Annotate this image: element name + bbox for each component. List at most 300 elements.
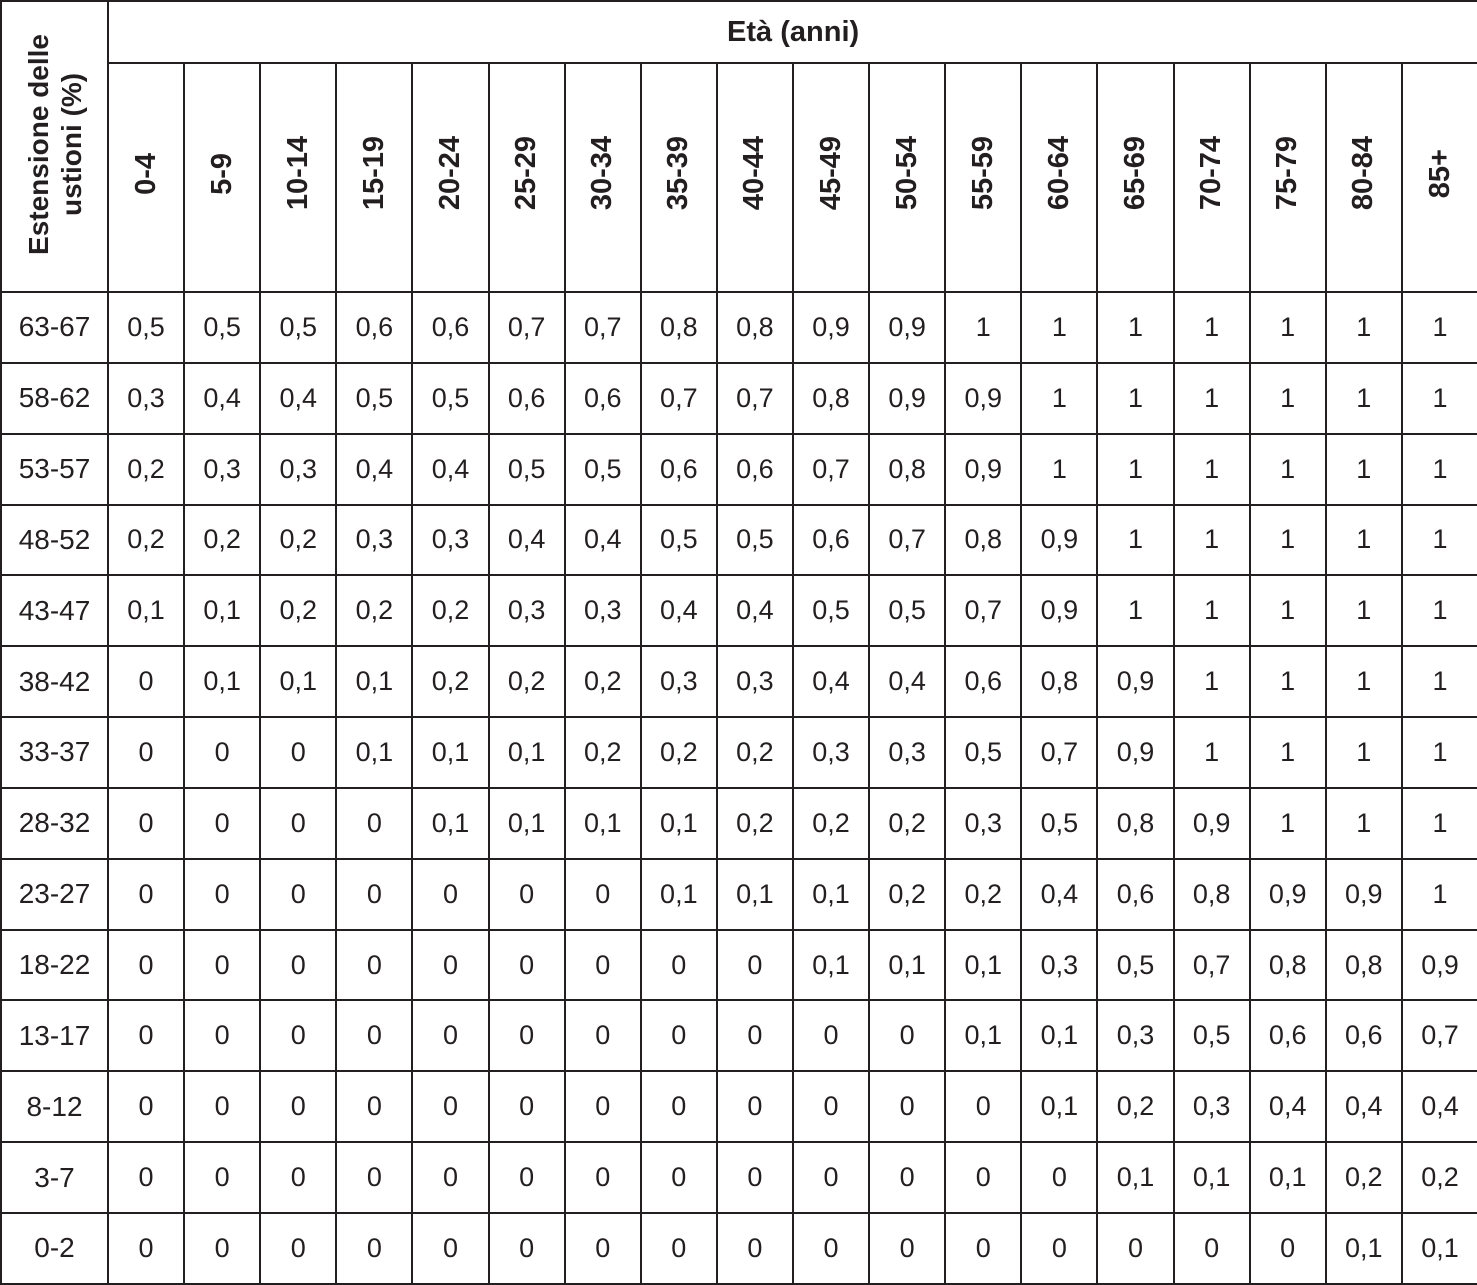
table-cell: 0,4 [641,575,717,646]
table-cell: 0,4 [184,363,260,434]
table-row [1,505,1477,576]
table-cell: 0,2 [1402,1142,1477,1213]
table-cell: 0,1 [793,930,869,1001]
table-cell: 0,2 [1097,1071,1173,1142]
table-cell: 1 [1097,505,1173,576]
table-cell: 1 [1250,717,1326,788]
table-cell: 1 [1326,575,1402,646]
table-cell: 0,6 [412,292,488,363]
table-cell: 0,1 [108,575,184,646]
table-cell: 0,1 [489,717,565,788]
table-cell: 0,9 [1097,717,1173,788]
table-cell: 0,6 [641,434,717,505]
table-cell: 1 [1250,575,1326,646]
table-cell: 0,2 [565,717,641,788]
table-cell: 0,5 [641,505,717,576]
table-cell: 0,9 [869,292,945,363]
table-cell: 0,9 [1021,575,1097,646]
table-cell: 0 [336,1000,412,1071]
burn-extent-row-label: 53-57 [1,434,108,505]
table-cell: 1 [1174,363,1250,434]
table-cell: 0 [565,1000,641,1071]
burn-extent-row-label: 48-52 [1,505,108,576]
table-cell: 0,5 [945,717,1021,788]
table-cell: 0 [184,930,260,1001]
table-cell: 0,3 [717,646,793,717]
table-cell: 1 [1402,434,1477,505]
table-cell: 0,5 [1097,930,1173,1001]
table-cell: 0,9 [1021,505,1097,576]
age-column-label: 40-44 [738,136,771,211]
table-cell: 1 [945,292,1021,363]
table-cell: 0,1 [1250,1142,1326,1213]
table-row [1,646,1477,717]
table-cell: 0 [945,1071,1021,1142]
corner-header [1,1,108,292]
table-cell: 1 [1326,646,1402,717]
table-cell: 0,9 [945,434,1021,505]
table-cell: 0,4 [1021,859,1097,930]
burn-extent-label-line2: ustioni (%) [55,72,87,216]
table-row [1,1000,1477,1071]
table-cell: 0,4 [260,363,336,434]
table-cell: 0 [184,1213,260,1284]
burn-extent-row-label: 43-47 [1,575,108,646]
table-cell: 1 [1097,292,1173,363]
table-cell: 1 [1402,292,1477,363]
table-cell: 0,2 [945,859,1021,930]
table-cell: 0 [260,1142,336,1213]
table-cell: 0 [412,859,488,930]
table-cell: 0 [184,859,260,930]
table-cell: 0,3 [1174,1071,1250,1142]
table-cell: 0,3 [1021,930,1097,1001]
table-cell: 0,5 [717,505,793,576]
age-column-header [1021,63,1097,292]
table-cell: 0,2 [793,788,869,859]
table-cell: 0 [717,1071,793,1142]
table-cell: 0 [565,930,641,1001]
table-cell: 0 [641,1213,717,1284]
age-column-label: 0-4 [129,152,162,195]
burn-extent-row-label: 0-2 [1,1213,108,1284]
table-cell: 0 [641,1000,717,1071]
table-row [1,859,1477,930]
table-cell: 1 [1250,292,1326,363]
table-cell: 0,6 [1097,859,1173,930]
table-cell: 0 [565,1142,641,1213]
age-column-label: 85+ [1423,148,1456,199]
table-cell: 0,7 [565,292,641,363]
table-cell: 0,8 [1097,788,1173,859]
table-cell: 0 [1021,1142,1097,1213]
table-cell: 1 [1326,717,1402,788]
table-cell: 0,2 [260,575,336,646]
table-cell: 0,4 [869,646,945,717]
table-cell: 0,5 [336,363,412,434]
table-cell: 0 [565,859,641,930]
table-cell: 0 [108,1000,184,1071]
table-cell: 0 [565,1213,641,1284]
table-cell: 0 [641,1071,717,1142]
age-column-label: 65-69 [1118,136,1151,211]
table-cell: 1 [1174,646,1250,717]
table-cell: 0,4 [1326,1071,1402,1142]
table-cell: 0,5 [260,292,336,363]
table-cell: 1 [1174,505,1250,576]
table-cell: 0 [260,859,336,930]
table-cell: 0,1 [1402,1213,1477,1284]
table-cell: 0 [412,1071,488,1142]
age-column-label: 35-39 [662,136,695,211]
table-cell: 0 [108,1142,184,1213]
table-cell: 0 [184,1142,260,1213]
table-cell: 0,1 [793,859,869,930]
age-column-label: 50-54 [890,136,923,211]
table-cell: 0,1 [1174,1142,1250,1213]
table-cell: 0,3 [869,717,945,788]
burn-extent-row-label: 28-32 [1,788,108,859]
table-cell: 0 [184,717,260,788]
table-cell: 0,5 [412,363,488,434]
table-cell: 0,3 [1097,1000,1173,1071]
age-column-label: 70-74 [1195,136,1228,211]
table-cell: 0 [108,717,184,788]
table-cell: 0 [717,930,793,1001]
table-cell: 0 [793,1071,869,1142]
burn-extent-row-label: 33-37 [1,717,108,788]
table-cell: 0 [793,1213,869,1284]
table-cell: 0 [260,788,336,859]
table-cell: 0,2 [869,788,945,859]
table-cell: 0,8 [717,292,793,363]
table-cell: 1 [1174,575,1250,646]
table-cell: 0,6 [565,363,641,434]
table-cell: 0,7 [1174,930,1250,1001]
table-cell: 0 [260,930,336,1001]
table-cell: 0,1 [336,717,412,788]
table-row [1,292,1477,363]
table-cell: 0,2 [108,505,184,576]
table-cell: 0,5 [565,434,641,505]
table-cell: 0,7 [1402,1000,1477,1071]
table-cell: 0,3 [108,363,184,434]
table-cell: 0,1 [184,575,260,646]
table-cell: 0,2 [260,505,336,576]
table-cell: 0,1 [565,788,641,859]
table-cell: 0,1 [945,1000,1021,1071]
table-row [1,717,1477,788]
table-cell: 0,9 [1097,646,1173,717]
table-cell: 0 [336,1142,412,1213]
table-cell: 0 [260,1213,336,1284]
table-cell: 0,9 [1174,788,1250,859]
burn-extent-row-label: 18-22 [1,930,108,1001]
table-cell: 0 [1250,1213,1326,1284]
table-cell: 0,7 [793,434,869,505]
table-cell: 0 [489,1000,565,1071]
table-cell: 0,7 [641,363,717,434]
table-cell: 0,5 [1021,788,1097,859]
table-cell: 0,4 [1250,1071,1326,1142]
table-cell: 0,6 [945,646,1021,717]
age-column-header [717,63,793,292]
burn-extent-row-label: 3-7 [1,1142,108,1213]
table-cell: 0 [489,1142,565,1213]
table-cell: 0,2 [184,505,260,576]
table-cell: 1 [1097,363,1173,434]
table-cell: 0,5 [1174,1000,1250,1071]
table-cell: 0,3 [260,434,336,505]
age-column-label: 25-29 [510,136,543,211]
table-cell: 0 [641,930,717,1001]
table-row [1,434,1477,505]
table-cell: 0,1 [1097,1142,1173,1213]
table-cell: 0 [108,1213,184,1284]
table-cell: 0 [108,646,184,717]
table-cell: 1 [1097,575,1173,646]
age-column-header [1326,63,1402,292]
age-column-label: 30-34 [586,136,619,211]
table-cell: 0,2 [869,859,945,930]
table-cell: 0 [336,930,412,1001]
table-cell: 0 [793,1142,869,1213]
table-cell: 0,2 [717,717,793,788]
table-cell: 0 [869,1142,945,1213]
table-cell: 0,5 [869,575,945,646]
table-cell: 0 [184,1071,260,1142]
table-cell: 0,8 [869,434,945,505]
table-cell: 0 [412,930,488,1001]
table-cell: 0,2 [489,646,565,717]
table-cell: 0,1 [412,717,488,788]
table-cell: 0,9 [1326,859,1402,930]
age-column-header [1174,63,1250,292]
table-cell: 0,9 [945,363,1021,434]
table-row [1,575,1477,646]
table-cell: 0 [945,1142,1021,1213]
table-cell: 0 [108,930,184,1001]
table-cell: 0 [489,1071,565,1142]
table-cell: 0,3 [336,505,412,576]
age-column-header [869,63,945,292]
table-cell: 0,3 [412,505,488,576]
table-cell: 0,9 [793,292,869,363]
table-cell: 0,3 [945,788,1021,859]
table-cell: 0 [641,1142,717,1213]
table-cell: 0,2 [565,646,641,717]
table-cell: 0,8 [1326,930,1402,1001]
table-cell: 0,3 [641,646,717,717]
age-column-label: 45-49 [814,136,847,211]
age-column-header [565,63,641,292]
table-cell: 1 [1250,434,1326,505]
age-column-header [1097,63,1173,292]
table-cell: 1 [1250,646,1326,717]
table-cell: 0,9 [869,363,945,434]
table-cell: 1 [1402,717,1477,788]
table-cell: 0 [489,930,565,1001]
burn-extent-row-label: 8-12 [1,1071,108,1142]
burn-extent-label-line1: Estensione delle [22,33,54,255]
age-column-header [945,63,1021,292]
table-cell: 0,4 [336,434,412,505]
table-cell: 0,8 [1250,930,1326,1001]
table-cell: 0 [793,1000,869,1071]
table-cell: 0 [260,717,336,788]
table-cell: 0 [260,1071,336,1142]
table-cell: 0,5 [184,292,260,363]
table-cell: 1 [1326,363,1402,434]
table-cell: 1 [1326,292,1402,363]
table-cell: 0 [1174,1213,1250,1284]
table-cell: 0,1 [412,788,488,859]
table-cell: 0 [184,1000,260,1071]
table-cell: 1 [1250,505,1326,576]
age-group-header: Età (anni) [108,1,1477,63]
table-cell: 0 [336,1071,412,1142]
table-cell: 0,9 [1402,930,1477,1001]
table-cell: 0,1 [336,646,412,717]
age-column-label: 5-9 [205,152,238,195]
burn-extent-row-label: 58-62 [1,363,108,434]
age-column-label: 80-84 [1347,136,1380,211]
table-cell: 0,3 [184,434,260,505]
table-cell: 0 [1097,1213,1173,1284]
table-cell: 0,7 [945,575,1021,646]
table-cell: 0,8 [1174,859,1250,930]
table-cell: 0 [108,1071,184,1142]
age-column-label: 60-64 [1042,136,1075,211]
age-column-header [412,63,488,292]
table-cell: 0,2 [641,717,717,788]
table-cell: 1 [1402,575,1477,646]
table-cell: 0,6 [1250,1000,1326,1071]
table-cell: 0 [489,859,565,930]
table-cell: 1 [1326,434,1402,505]
table-row [1,1142,1477,1213]
table-cell: 1 [1250,363,1326,434]
table-cell: 0,4 [565,505,641,576]
table-cell: 1 [1402,363,1477,434]
table-cell: 0 [717,1142,793,1213]
age-column-header [1250,63,1326,292]
table-cell: 0,4 [412,434,488,505]
table-cell: 0,1 [945,930,1021,1001]
table-cell: 0,1 [1021,1071,1097,1142]
table-cell: 0 [412,1213,488,1284]
table-cell: 0,7 [717,363,793,434]
table-cell: 0 [412,1142,488,1213]
table-cell: 0,8 [1021,646,1097,717]
table-cell: 0 [336,1213,412,1284]
table-cell: 0,2 [336,575,412,646]
table-cell: 0,1 [184,646,260,717]
table-cell: 0,2 [108,434,184,505]
table-cell: 0 [717,1000,793,1071]
table-cell: 0 [336,859,412,930]
age-column-header [793,63,869,292]
table-cell: 0 [260,1000,336,1071]
age-column-label: 75-79 [1271,136,1304,211]
table-cell: 0,1 [260,646,336,717]
table-cell: 0,2 [1326,1142,1402,1213]
table-cell: 0 [108,859,184,930]
table-cell: 1 [1097,434,1173,505]
table-cell: 0,8 [945,505,1021,576]
table-cell: 0 [869,1000,945,1071]
table-cell: 0,4 [793,646,869,717]
burn-extent-header [22,34,88,255]
table-cell: 0 [945,1213,1021,1284]
table-row [1,788,1477,859]
table-cell: 0,1 [641,788,717,859]
table-cell: 1 [1174,434,1250,505]
table-cell: 0,6 [336,292,412,363]
age-column-header [641,63,717,292]
table-cell: 0 [336,788,412,859]
table-row [1,1071,1477,1142]
table-cell: 0,2 [412,575,488,646]
table-cell: 1 [1326,505,1402,576]
table-cell: 0,6 [793,505,869,576]
age-column-label: 10-14 [281,136,314,211]
table-cell: 0,6 [717,434,793,505]
table-cell: 0,5 [108,292,184,363]
age-column-label: 55-59 [966,136,999,211]
table-cell: 0,7 [489,292,565,363]
table-cell: 1 [1402,505,1477,576]
table-cell: 0,8 [641,292,717,363]
table-cell: 0 [869,1071,945,1142]
table-cell: 0,3 [793,717,869,788]
table-cell: 0,6 [1326,1000,1402,1071]
table-cell: 1 [1402,859,1477,930]
table-cell: 0 [717,1213,793,1284]
table-cell: 0,7 [869,505,945,576]
table-cell: 0,7 [1021,717,1097,788]
burn-extent-row-label: 63-67 [1,292,108,363]
table-cell: 0,3 [565,575,641,646]
age-column-header [489,63,565,292]
table-cell: 0,1 [1326,1213,1402,1284]
table-cell: 0,3 [489,575,565,646]
table-cell: 1 [1402,646,1477,717]
burn-extent-row-label: 23-27 [1,859,108,930]
table-cell: 0,1 [489,788,565,859]
table-cell: 0 [489,1213,565,1284]
table-cell: 0,2 [717,788,793,859]
table-cell: 0 [412,1000,488,1071]
age-column-label: 20-24 [433,136,466,211]
table-cell: 0,6 [489,363,565,434]
age-column-header [336,63,412,292]
table-cell: 0,4 [717,575,793,646]
table-cell: 0,8 [793,363,869,434]
age-column-header [108,63,184,292]
burn-extent-row-label: 13-17 [1,1000,108,1071]
table-cell: 0,2 [412,646,488,717]
table-cell: 1 [1021,292,1097,363]
table-row [1,363,1477,434]
table-cell: 0 [1021,1213,1097,1284]
age-column-header [184,63,260,292]
table-cell: 0,1 [1021,1000,1097,1071]
table-cell: 1 [1174,717,1250,788]
table-cell: 1 [1250,788,1326,859]
age-column-label: 15-19 [357,136,390,211]
table-cell: 1 [1021,434,1097,505]
